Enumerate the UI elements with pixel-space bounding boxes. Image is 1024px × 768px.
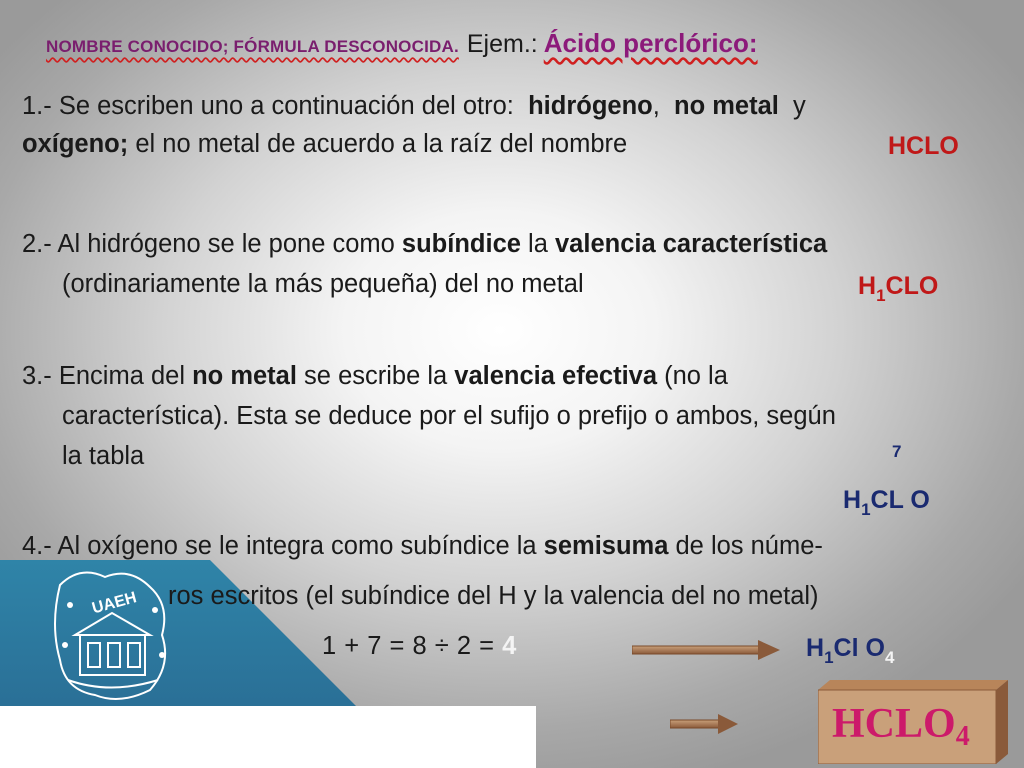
arrow-right-small-icon: [670, 712, 740, 736]
formula-step4: $H_1Cl$ $O_4$: [806, 634, 895, 667]
step1-line1: 1.- Se escriben uno a continuación del otro: hidrógeno, no metal y: [22, 92, 806, 120]
bottom-white-panel: [0, 706, 536, 768]
formula-step2: $H_1CLO$: [858, 272, 939, 305]
step2-line1: 2.- Al hidrógeno se le pone como subíndice la valencia característica: [22, 230, 828, 258]
step4-line2: ros escritos (el subíndice del H y la valencia del no metal): [168, 582, 819, 610]
semisum-equation: 1 + 7 = 8 ÷ 2 = 4: [322, 632, 517, 660]
step3-line2: característica). Esta se deduce por el sufijo o prefijo o ambos, según: [62, 402, 836, 430]
semisum-result: 4: [502, 632, 517, 660]
uaeh-logo-icon: [50, 565, 180, 705]
step1-line2: oxígeno; el no metal de acuerdo a la raíz del nombre: [22, 130, 628, 158]
slide-title: [46, 28, 758, 59]
step4-line1: 4.- Al oxígeno se le integra como subíndice la semisuma de los núme-: [22, 532, 823, 560]
valence-superscript: 7: [892, 442, 902, 461]
step3-line1: 3.- Encima del no metal se escribe la valencia efectiva (no la: [22, 362, 728, 390]
formula-step3: $H_1CL$ O: [843, 486, 930, 519]
step3-line3: la tabla: [62, 442, 145, 470]
title-acid-name: Ácido perclórico:: [543, 28, 758, 58]
title-example-label: Ejem.:: [466, 30, 538, 58]
arrow-right-icon: [632, 638, 782, 662]
formula-step1: HCLO: [888, 132, 959, 160]
logo-text: UAEH: [90, 589, 139, 618]
final-formula: HCLO4: [832, 701, 970, 752]
step2-line2: (ordinariamente la más pequeña) del no metal: [62, 270, 584, 298]
title-heading: NOMBRE CONOCIDO; FÓRMULA DESCONOCIDA.: [46, 37, 459, 56]
